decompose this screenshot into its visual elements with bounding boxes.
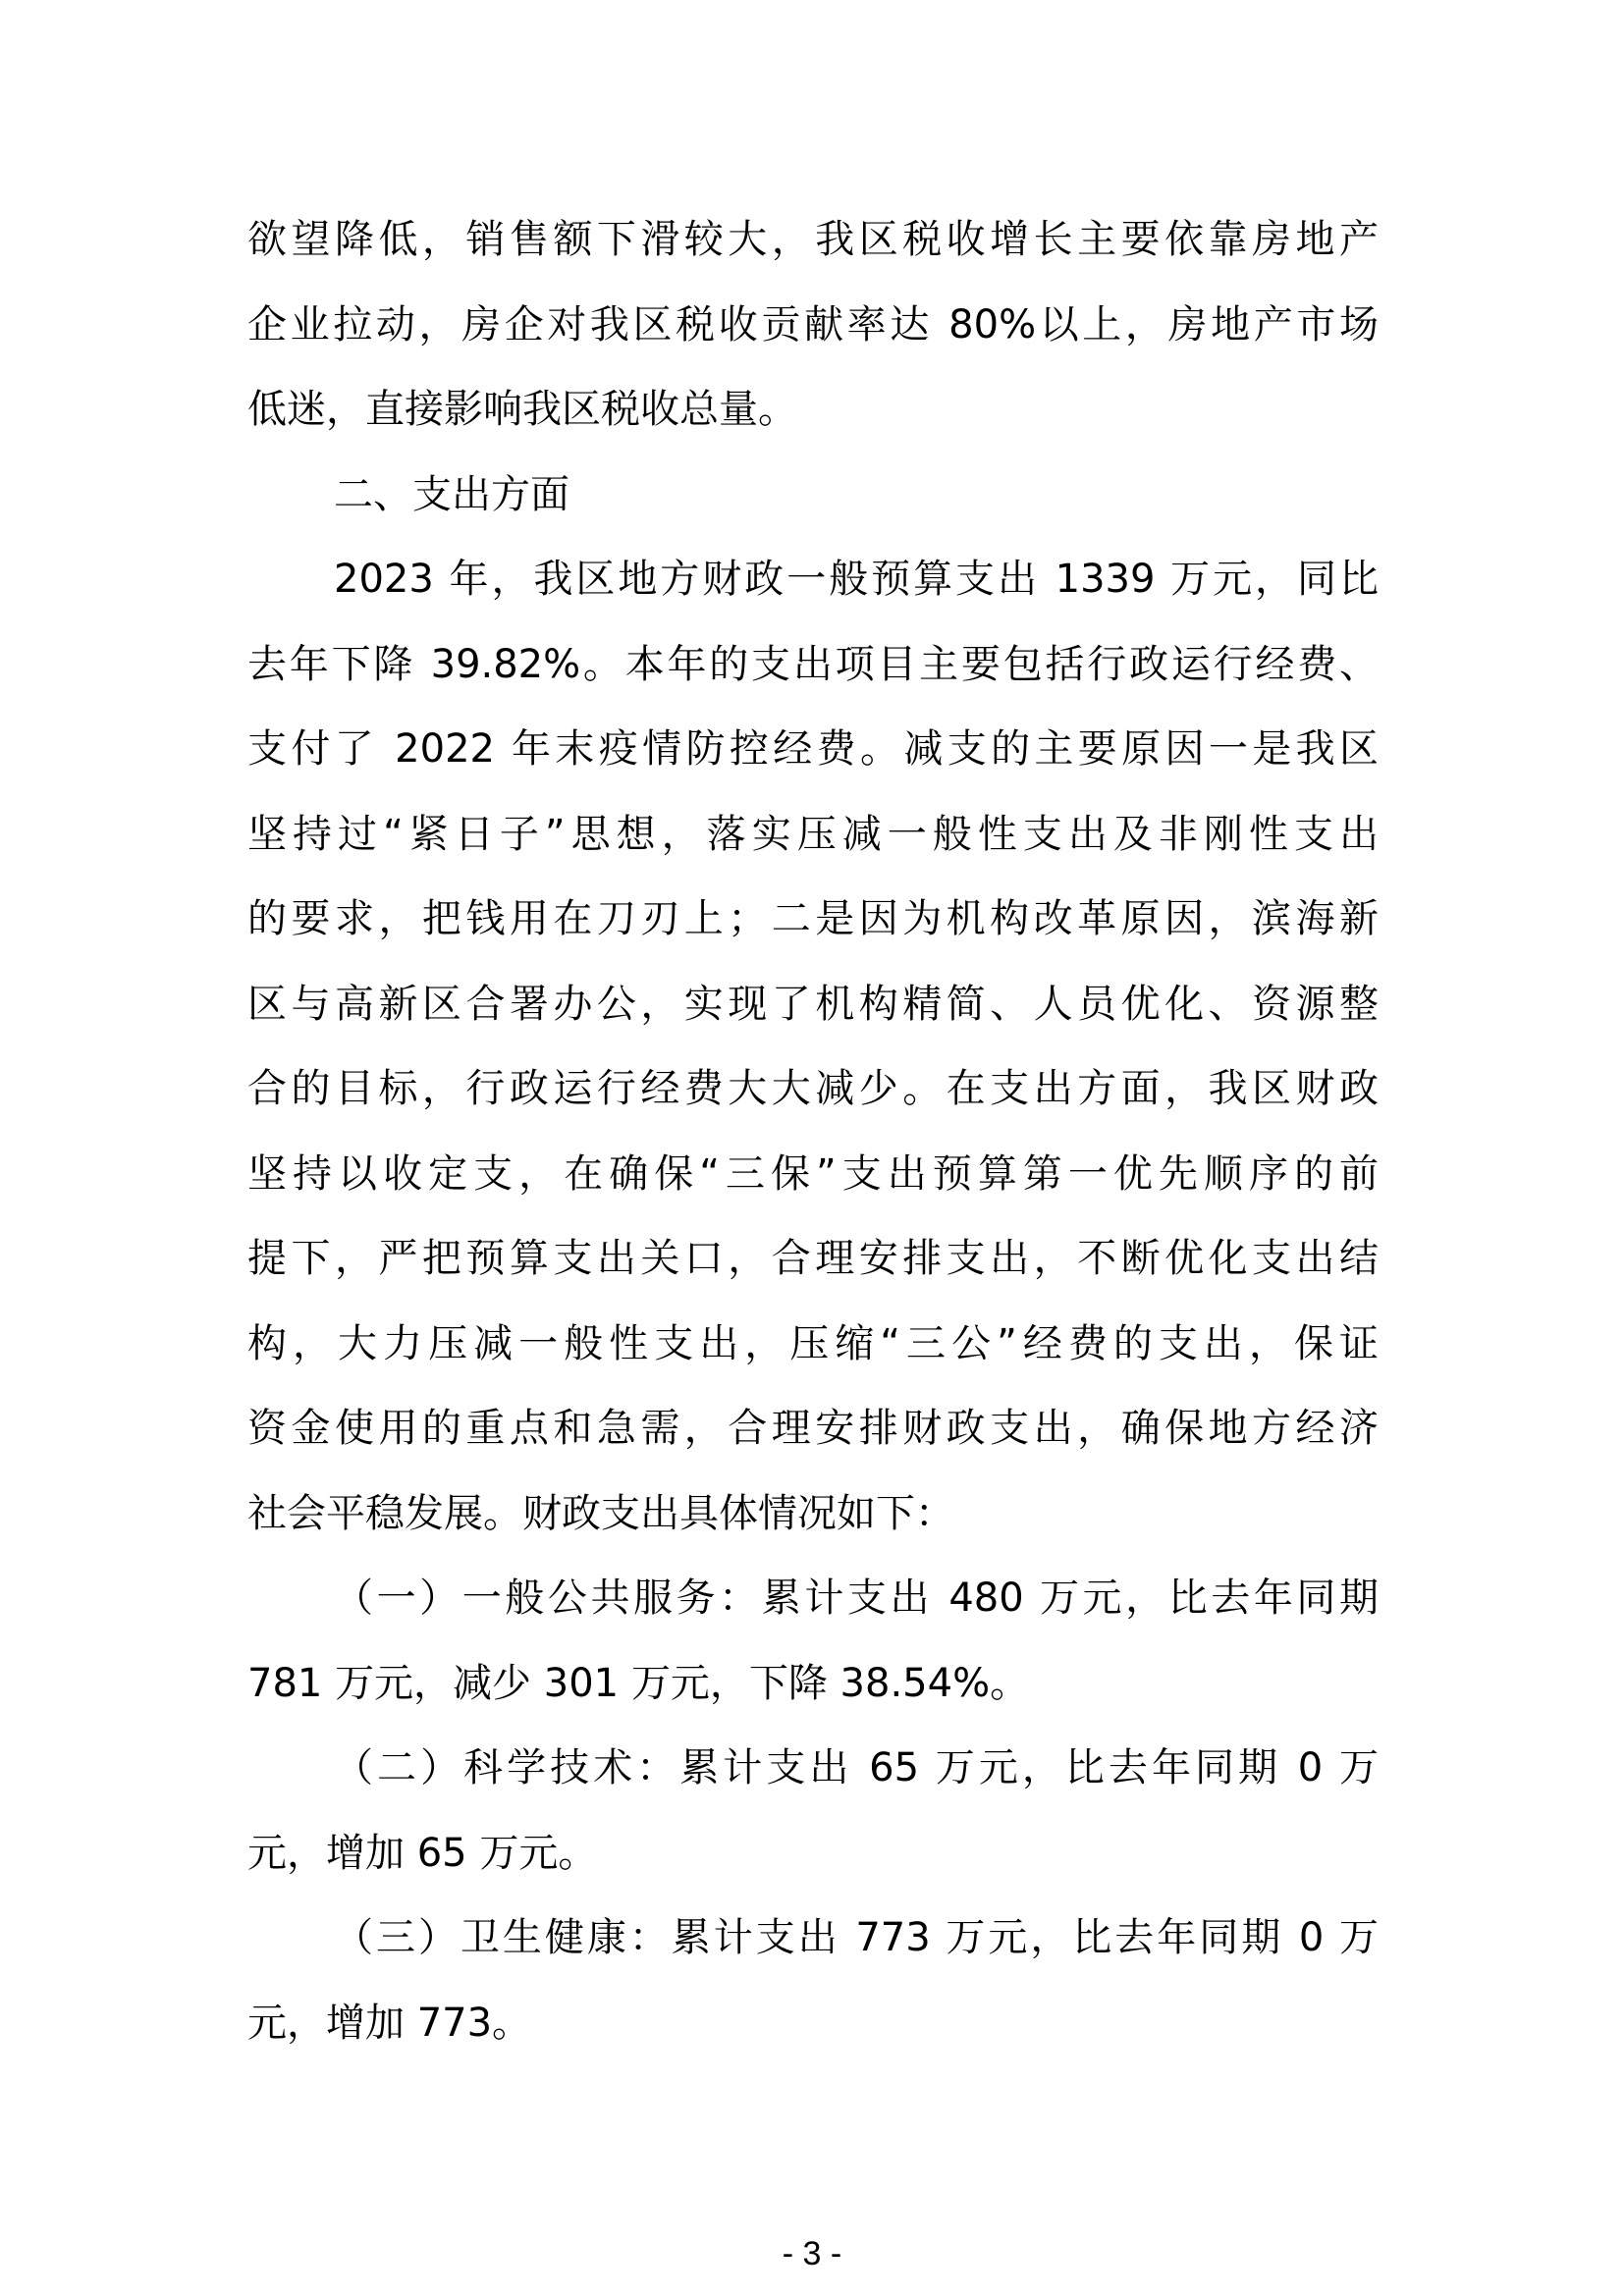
document-body xyxy=(247,208,1379,2076)
text-line: 构，大力压减一般性支出，压缩“三公”经费的支出，保证 xyxy=(247,1320,1379,1366)
text-line: 资金使用的重点和急需，合理安排财政支出，确保地方经济 xyxy=(247,1406,1379,1451)
text-line: 企业拉动，房企对我区税收贡献率达 80%以上，房地产市场 xyxy=(247,301,1379,347)
text-line: 坚持以收定支，在确保“三保”支出预算第一优先顺序的前 xyxy=(247,1150,1379,1197)
text-line: （二）科学技术：累计支出 65 万元，比去年同期 0 万 xyxy=(334,1745,1379,1790)
text-line: 合的目标，行政运行经费大大减少。在支出方面，我区财政 xyxy=(247,1066,1379,1111)
paragraph-tax-continuation xyxy=(247,208,1379,463)
paragraph-health xyxy=(247,1906,1379,2076)
text-line: 元，增加 773。 xyxy=(247,2000,532,2046)
section-heading: 二、支出方面 xyxy=(334,471,569,517)
text-line: 提下，严把预算支出关口，合理安排支出，不断优化支出结 xyxy=(247,1236,1379,1281)
page-number: - 3 - xyxy=(782,2235,842,2272)
text-line: 坚持过“紧日子”思想，落实压减一般性支出及非刚性支出 xyxy=(247,811,1379,857)
text-line: （一）一般公共服务：累计支出 480 万元，比去年同期 xyxy=(334,1575,1379,1621)
text-line: 元，增加 65 万元。 xyxy=(247,1830,598,1876)
text-line: 2023 年，我区地方财政一般预算支出 1339 万元，同比 xyxy=(334,557,1379,602)
text-line: 低迷，直接影响我区税收总量。 xyxy=(247,387,797,432)
text-line: 781 万元，减少 301 万元，下降 38.54%。 xyxy=(247,1660,1030,1706)
text-line: 区与高新区合署办公，实现了机构精简、人员优化、资源整 xyxy=(247,981,1379,1027)
text-line: （三）卫生健康：累计支出 773 万元，比去年同期 0 万 xyxy=(334,1915,1379,1960)
text-line: 支付了 2022 年末疫情防控经费。减支的主要原因一是我区 xyxy=(247,726,1379,772)
paragraph-general-public-services xyxy=(247,1567,1379,1736)
paragraph-science-technology xyxy=(247,1736,1379,1906)
text-line: 欲望降低，销售额下滑较大，我区税收增长主要依靠房地产 xyxy=(247,217,1379,262)
text-line: 社会平稳发展。财政支出具体情况如下： xyxy=(247,1490,954,1536)
text-line: 去年下降 39.82%。本年的支出项目主要包括行政运行经费、 xyxy=(247,641,1379,687)
section-heading-expenditure xyxy=(247,463,1379,549)
text-line: 的要求，把钱用在刀刃上；二是因为机构改革原因，滨海新 xyxy=(247,896,1379,941)
paragraph-expenditure-overview xyxy=(247,548,1379,1567)
